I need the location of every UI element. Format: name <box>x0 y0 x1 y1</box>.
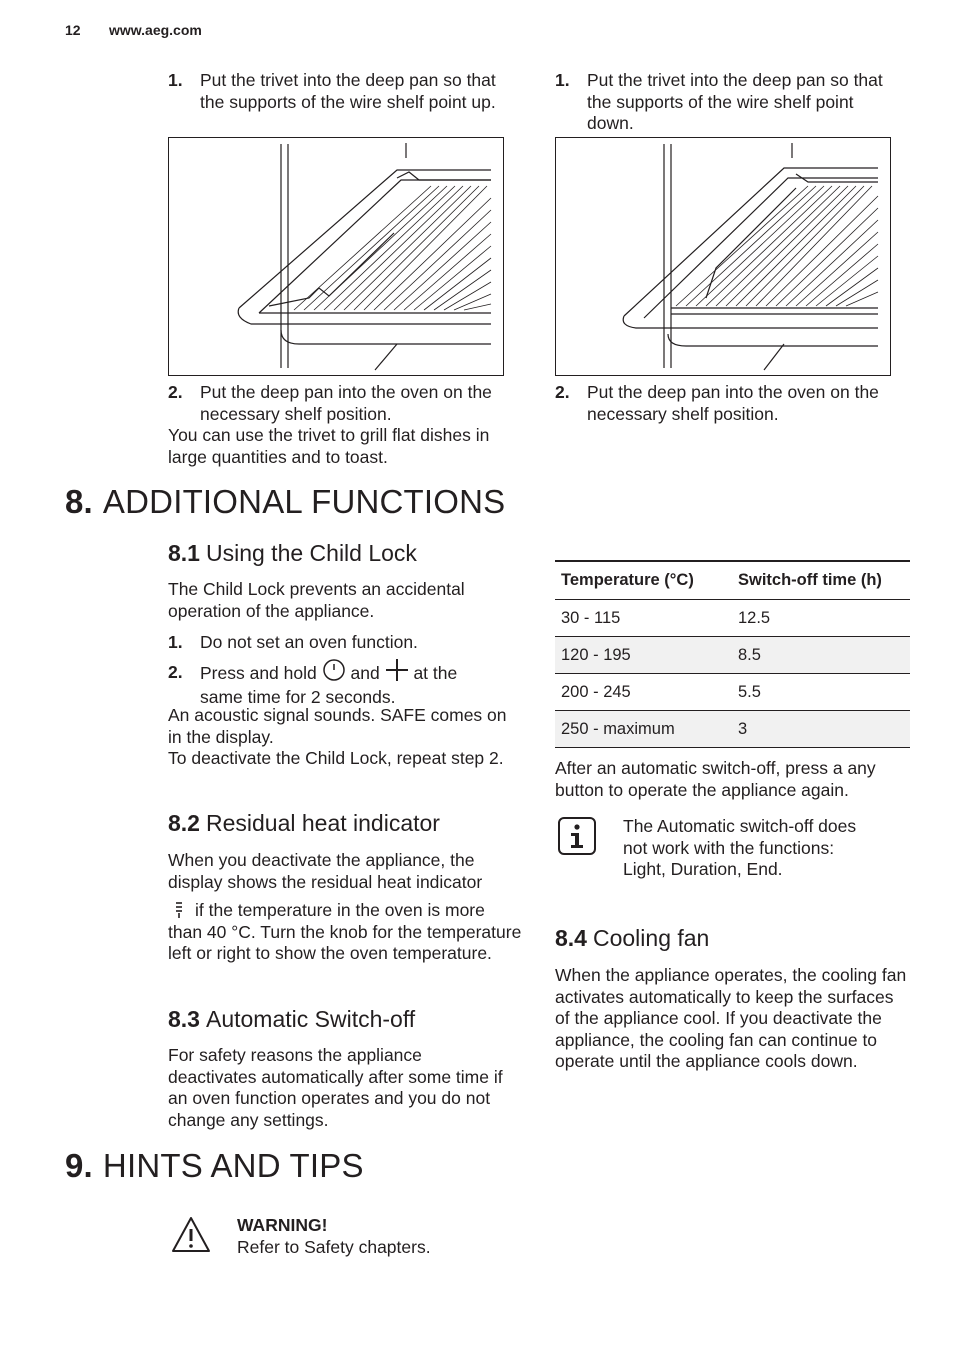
section-title: HINTS AND TIPS <box>102 1147 364 1184</box>
table-row <box>555 637 910 674</box>
step-number: 2. <box>168 382 183 402</box>
step-number: 1. <box>168 70 183 90</box>
warning-title: WARNING! <box>237 1215 328 1235</box>
trivet-note: You can use the trivet to grill flat dishes in large quantities and to toast. <box>168 425 490 467</box>
table-row <box>555 711 910 748</box>
step-text: Put the deep pan into the oven on the necessary shelf position. <box>200 382 492 424</box>
trivet-up-illustration <box>168 137 504 376</box>
section-title: ADDITIONAL FUNCTIONS <box>102 483 506 520</box>
subsection-title: Residual heat indicator <box>205 810 440 836</box>
table-cell: 12.5 <box>732 600 910 637</box>
subsection-8-3-heading <box>168 1005 415 1033</box>
section-number: 8. <box>65 483 93 520</box>
step-text: Press and hold <box>200 663 317 683</box>
child-lock-result: An acoustic signal sounds. SAFE comes on in the display. <box>168 705 507 747</box>
residual-heat-text: if the temperature in the oven is more than 40 °C. Turn the knob for the temperature left or right to show the oven temperature. <box>168 900 522 964</box>
child-lock-step-2 <box>168 658 508 709</box>
residual-heat-icon <box>174 901 184 919</box>
table-cell: 250 - maximum <box>555 711 732 748</box>
subsection-number: 8.4 <box>555 925 587 951</box>
left-step-2 <box>168 382 508 425</box>
table-row <box>555 674 910 711</box>
subsection-title: Cooling fan <box>592 925 710 951</box>
trivet-down-illustration <box>555 137 891 376</box>
table-header-row <box>555 561 910 600</box>
step-number: 2. <box>168 662 183 682</box>
info-note-text: The Automatic switch-off does not work with the functions: Light, Duration, End. <box>623 816 857 880</box>
step-text-group <box>200 658 508 709</box>
child-lock-step-1 <box>168 632 508 654</box>
table-cell: 30 - 115 <box>555 600 732 637</box>
right-step-2 <box>555 382 895 425</box>
info-icon <box>557 816 597 856</box>
subsection-number: 8.1 <box>168 540 200 566</box>
step-text: and <box>350 663 380 683</box>
child-lock-intro: The Child Lock prevents an accidental operation of the appliance. <box>168 579 465 621</box>
table-header-cell: Switch-off time (h) <box>732 561 910 600</box>
table-cell: 120 - 195 <box>555 637 732 674</box>
section-number: 9. <box>65 1147 93 1184</box>
child-lock-deactivate: To deactivate the Child Lock, repeat step 2. <box>168 748 504 768</box>
table-cell: 200 - 245 <box>555 674 732 711</box>
shelf-illustration-up <box>169 138 503 375</box>
step-number: 1. <box>555 70 570 90</box>
step-text: same time for 2 seconds. <box>200 687 396 707</box>
subsection-title: Using the Child Lock <box>205 540 417 566</box>
step-number: 2. <box>555 382 570 402</box>
auto-switch-off-text: For safety reasons the appliance deactivates automatically after some time if an oven function operates and you do not change any settings. <box>168 1045 503 1130</box>
step-text: Put the deep pan into the oven on the necessary shelf position. <box>587 382 879 424</box>
after-switch-off-text: After an automatic switch-off, press a any button to operate the appliance again. <box>555 758 876 800</box>
table-cell: 8.5 <box>732 637 910 674</box>
cooling-fan-text: When the appliance operates, the cooling fan activates automatically to keep the surfaces of the appliance cool. If you deactivate the appliance, the cooling fan can continue to operate until the appliance cools down. <box>555 965 907 1072</box>
switch-off-table-wrapper <box>555 560 910 748</box>
step-text: Put the trivet into the deep pan so that the supports of the wire shelf point up. <box>200 70 496 112</box>
power-icon <box>322 658 346 682</box>
subsection-number: 8.2 <box>168 810 200 836</box>
table-cell: 3 <box>732 711 910 748</box>
subsection-8-1-heading <box>168 539 417 567</box>
switch-off-table <box>555 560 910 748</box>
step-text: at the <box>413 663 458 683</box>
table-header-cell: Temperature (°C) <box>555 561 732 600</box>
right-step-1 <box>555 70 895 135</box>
step-text: Put the trivet into the deep pan so that the supports of the wire shelf point down. <box>587 70 883 134</box>
residual-heat-text-2 <box>168 900 523 965</box>
subsection-number: 8.3 <box>168 1006 200 1032</box>
step-text: Do not set an oven function. <box>200 632 418 652</box>
left-step-1 <box>168 70 508 113</box>
site-url: www.aeg.com <box>109 22 202 38</box>
subsection-title: Automatic Switch-off <box>205 1006 416 1032</box>
warning-icon <box>170 1215 212 1255</box>
subsection-8-2-heading <box>168 809 440 837</box>
table-row <box>555 600 910 637</box>
info-icon-box <box>556 815 598 857</box>
step-number: 1. <box>168 632 183 652</box>
plus-icon <box>385 658 409 682</box>
warning-text: Refer to Safety chapters. <box>237 1237 431 1257</box>
residual-heat-text-1: When you deactivate the appliance, the display shows the residual heat indicator <box>168 850 483 892</box>
section-9-heading <box>65 1146 364 1186</box>
shelf-illustration-down <box>556 138 890 375</box>
subsection-8-4-heading <box>555 924 709 952</box>
table-cell: 5.5 <box>732 674 910 711</box>
warning-icon-box <box>169 1214 213 1256</box>
page-number: 12 <box>65 22 81 38</box>
section-8-heading <box>65 482 505 522</box>
